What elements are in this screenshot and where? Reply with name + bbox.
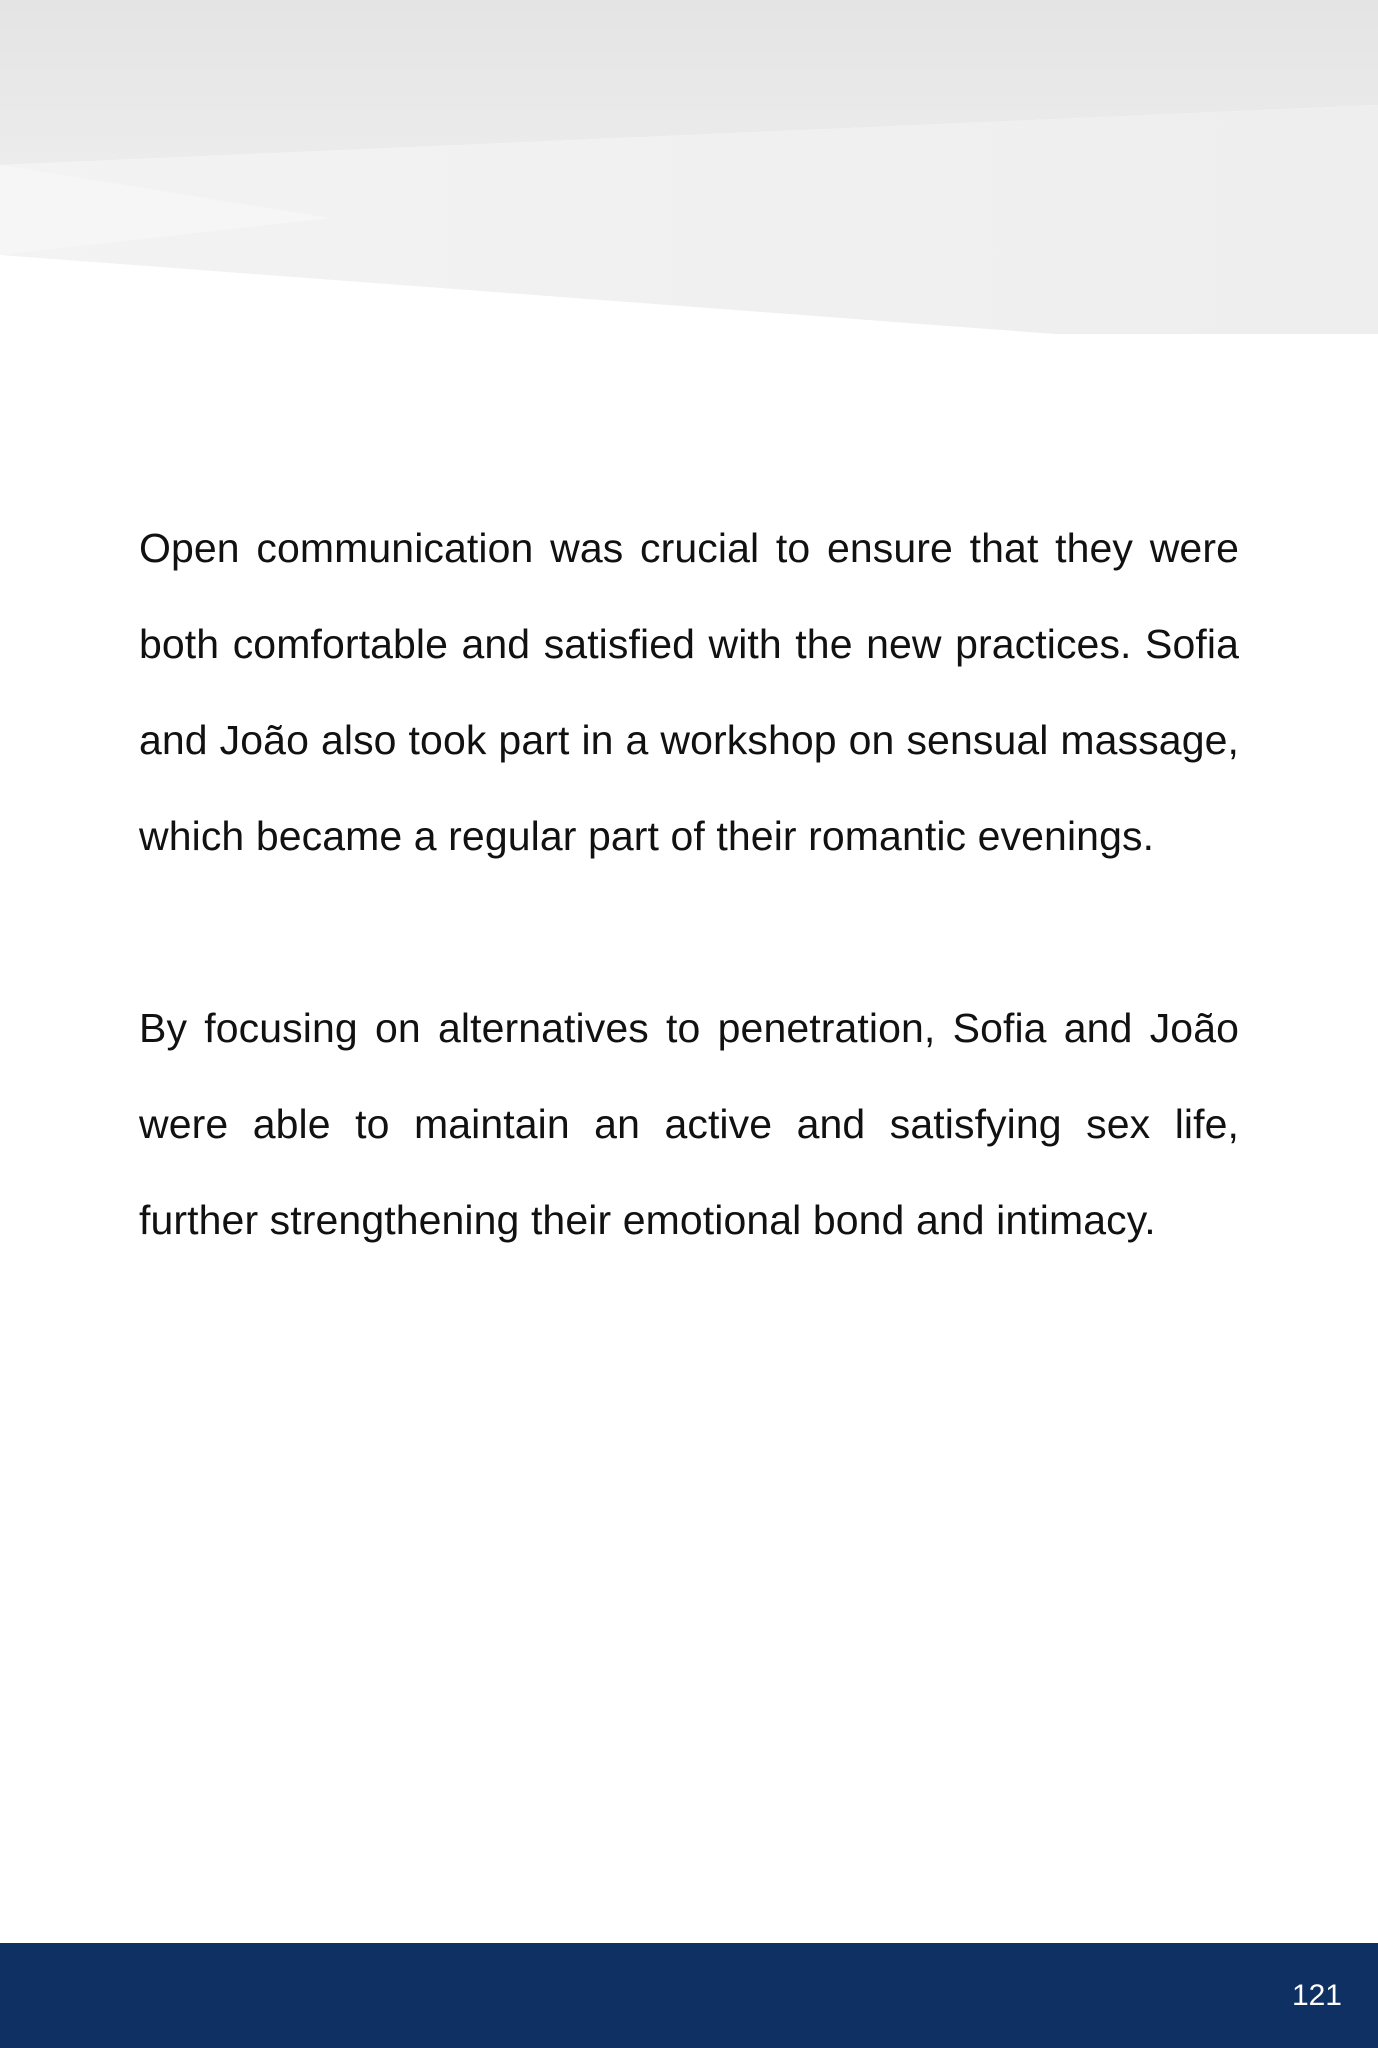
- page-number: 121: [1291, 1979, 1342, 2012]
- footer-bar: [0, 1943, 1378, 2048]
- header-decoration: [0, 0, 1378, 340]
- body-text: [139, 500, 1239, 1364]
- paragraph-2: By focusing on alternatives to penetration, Sofia and João were able to maintain an active and satisfying sex life, further strengthening their emotional bond and intimacy.: [139, 1005, 1239, 1243]
- paragraph-1: Open communication was crucial to ensure that they were both comfortable and satisfied with the new practices. Sofia and João also took part in a workshop on sensual massage, which became a regular part of their romantic evenings.: [139, 525, 1239, 859]
